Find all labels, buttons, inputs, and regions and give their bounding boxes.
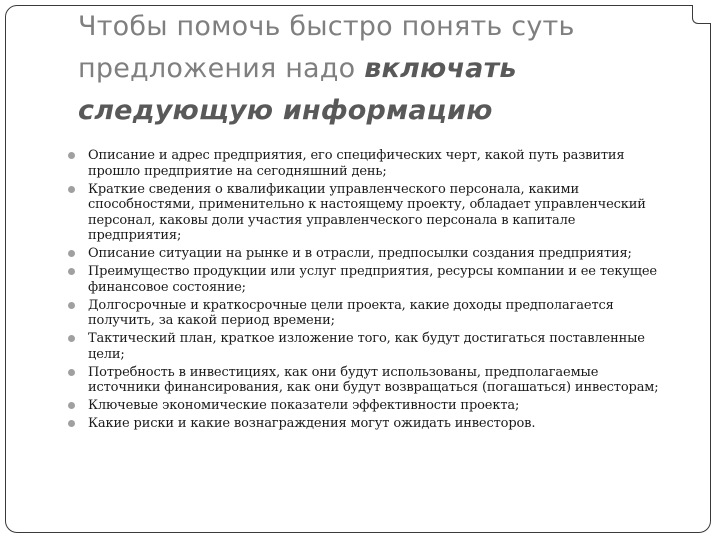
- list-item: [68, 365, 668, 396]
- list-item-text: Ключевые экономические показатели эффективности проекта;: [88, 398, 520, 413]
- bullet-icon: [68, 402, 75, 409]
- title-line-1: Чтобы помочь быстро понять суть: [78, 11, 575, 42]
- list-item-text: Описание и адрес предприятия, его специфических черт, какой путь развития прошло предприятие на сегодняшний день;: [88, 148, 625, 179]
- bullet-icon: [68, 335, 75, 342]
- bullet-icon: [68, 250, 75, 257]
- list-item: [68, 331, 668, 362]
- bullet-icon: [68, 152, 75, 159]
- slide-corner-tab: [692, 5, 711, 24]
- bullet-icon: [68, 302, 75, 309]
- slide-title: [78, 6, 678, 132]
- list-item: [68, 148, 668, 179]
- list-item: [68, 246, 668, 262]
- bullet-icon: [68, 369, 75, 376]
- list-item-text: Потребность в инвестициях, как они будут использованы, предполагаемые источники финансирования, как они будут возвращаться (погашаться) инвесторам;: [88, 364, 659, 395]
- list-item-text: Описание ситуации на рынке и в отрасли, предпосылки создания предприятия;: [88, 246, 632, 261]
- title-line-2: [78, 48, 678, 90]
- list-item-text: Тактический план, краткое изложение того, как будут достигаться поставленные цели;: [88, 331, 645, 362]
- list-item: [68, 182, 668, 244]
- title-emphasis-text: включать: [364, 53, 517, 84]
- list-item: [68, 264, 668, 295]
- list-item-text: Краткие сведения о квалификации управленческого персонала, какими способностями, применительно к настоящему проекту, обладает управленческий персонал, каковы доли участия управленческого персонала в капитале предприятия;: [88, 181, 646, 243]
- list-item-text: Преимущество продукции или услуг предприятия, ресурсы компании и ее текущее финансовое состояние;: [88, 264, 657, 295]
- list-item: [68, 398, 668, 414]
- list-item: [68, 298, 668, 329]
- list-item: [68, 416, 668, 432]
- title-line-3: следующую информацию: [78, 95, 493, 126]
- bullet-list: [68, 148, 668, 434]
- list-item-text: Долгосрочные и краткосрочные цели проекта, какие доходы предполагается получить, за какой период времени;: [88, 297, 614, 328]
- bullet-icon: [68, 420, 75, 427]
- bullet-icon: [68, 186, 75, 193]
- bullet-icon: [68, 268, 75, 275]
- list-item-text: Какие риски и какие вознаграждения могут ожидать инвесторов.: [88, 416, 536, 431]
- title-plain-text: предложения надо: [78, 53, 365, 84]
